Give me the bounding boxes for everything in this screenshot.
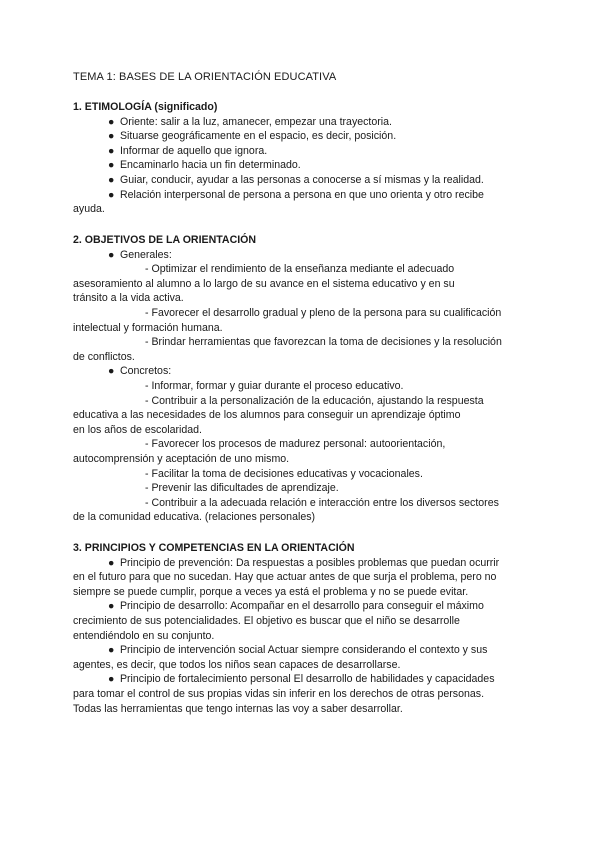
- section-principios: [73, 541, 531, 716]
- section-heading: 2. OBJETIVOS DE LA ORIENTACIÓN: [73, 234, 257, 246]
- text-line: - Prevenir las dificultades de aprendizaje.: [145, 482, 339, 495]
- text-line: - Brindar herramientas que favorezcan la toma de decisiones y la resolución: [145, 336, 502, 349]
- text-line: - Favorecer los procesos de madurez personal: autoorientación,: [145, 438, 446, 451]
- text-line: - Optimizar el rendimiento de la enseñanza mediante el adecuado: [145, 263, 455, 276]
- bullet-icon: ●: [108, 144, 115, 157]
- text-line: de conflictos.: [73, 350, 135, 363]
- text-line: asesoramiento al alumno a lo largo de su avance en el sistema educativo y en su: [73, 277, 455, 290]
- text-line: crecimiento de sus potencialidades. El objetivo es buscar que el niño se desarrolle: [73, 614, 460, 627]
- bullet-icon: ●: [108, 115, 115, 128]
- bullet-icon: ●: [108, 644, 115, 657]
- list-item-continuation: ayuda.: [73, 203, 105, 216]
- text-line: siempre se puede cumplir, porque a veces ya está el problema y no se puede evitar.: [73, 585, 469, 598]
- bullet-icon: ●: [108, 556, 115, 569]
- text-line: agentes, es decir, que todos los niños sean capaces de desarrollarse.: [73, 658, 401, 671]
- bullet-icon: ●: [108, 365, 115, 378]
- bullet-icon: ●: [108, 248, 115, 261]
- section-heading: 3. PRINCIPIOS Y COMPETENCIAS EN LA ORIENTACIÓN: [73, 542, 355, 554]
- text-line: para tomar el control de sus propias vidas sin inferir en los derechos de otras personas.: [73, 687, 485, 700]
- list-item-concretos: ● Concretos:: [108, 365, 172, 378]
- list-item: ● Relación interpersonal de persona a persona en que uno orienta y otro recibe: [108, 188, 484, 201]
- bullet-icon: ●: [108, 159, 115, 172]
- text-line: educativa a las necesidades de los alumnos para conseguir un aprendizaje óptimo: [73, 409, 461, 422]
- bullet-icon: ●: [108, 600, 115, 613]
- document-title: TEMA 1: BASES DE LA ORIENTACIÓN EDUCATIVA: [73, 71, 337, 83]
- section-objetivos: [73, 233, 531, 525]
- text-line: entendiéndolo en su conjunto.: [73, 629, 215, 642]
- list-item: ● Principio de intervención social Actuar siempre considerando el contexto y sus: [108, 644, 488, 657]
- list-item: ● Guiar, conducir, ayudar a las personas a conocerse a sí mismas y la realidad.: [108, 173, 484, 186]
- section-etimologia: [73, 100, 531, 217]
- list-item: ● Principio de fortalecimiento personal El desarrollo de habilidades y capacidades: [108, 673, 495, 686]
- list-item: ● Informar de aquello que ignora.: [108, 144, 268, 157]
- bullet-icon: ●: [108, 130, 115, 143]
- list-item: ● Encaminarlo hacia un fin determinado.: [108, 159, 301, 172]
- text-line: de la comunidad educativa. (relaciones personales): [73, 511, 316, 524]
- text-line: Todas las herramientas que tengo internas las voy a saber desarrollar.: [73, 702, 403, 715]
- text-line: intelectual y formación humana.: [73, 321, 223, 334]
- text-line: - Contribuir a la personalización de la educación, ajustando la respuesta: [145, 394, 484, 407]
- list-item: ● Principio de prevención: Da respuestas a posibles problemas que puedan ocurrir: [108, 556, 500, 569]
- text-line: - Facilitar la toma de decisiones educativas y vocacionales.: [145, 467, 423, 480]
- list-item: ● Situarse geográficamente en el espacio, es decir, posición.: [108, 130, 397, 143]
- list-item: ● Oriente: salir a la luz, amanecer, empezar una trayectoria.: [108, 115, 392, 128]
- bullet-icon: ●: [108, 673, 115, 686]
- text-line: en el futuro para que no sucedan. Hay que actuar antes de que surja el problema, pero no: [73, 571, 497, 584]
- list-item-generales: ● Generales:: [108, 248, 172, 261]
- text-line: tránsito a la vida activa.: [73, 292, 184, 305]
- bullet-icon: ●: [108, 173, 115, 186]
- text-line: - Informar, formar y guiar durante el proceso educativo.: [145, 379, 404, 392]
- section-heading: 1. ETIMOLOGÍA (significado): [73, 101, 218, 113]
- list-item: ● Principio de desarrollo: Acompañar en el desarrollo para conseguir el máximo: [108, 600, 484, 613]
- text-line: - Favorecer el desarrollo gradual y pleno de la persona para su cualificación: [145, 306, 502, 319]
- text-line: en los años de escolaridad.: [73, 423, 202, 436]
- bullet-icon: ●: [108, 188, 115, 201]
- text-line: - Contribuir a la adecuada relación e interacción entre los diversos sectores: [145, 496, 499, 509]
- text-line: autocomprensión y aceptación de uno mismo.: [73, 452, 290, 465]
